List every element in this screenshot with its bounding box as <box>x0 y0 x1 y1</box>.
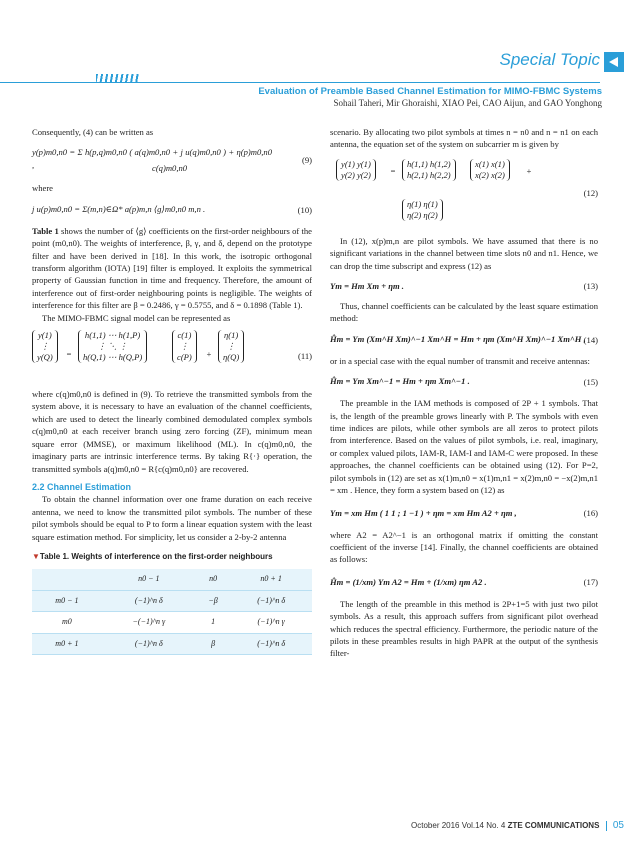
equals-sign: = <box>66 349 72 360</box>
section-heading: 2.2 Channel Estimation <box>32 481 132 492</box>
equation-text: Ĥm = Ym Xm^−1 = Hm + ηm Xm^−1 . <box>330 376 470 387</box>
caption-text: Table 1. Weights of interference on the first-order neighbours <box>39 551 273 561</box>
table-caption <box>32 551 312 563</box>
equation-9 <box>32 142 312 178</box>
topic-title: Special Topic <box>499 50 600 69</box>
left-column <box>32 126 312 655</box>
table-cell: (−1)^n δ <box>230 633 312 654</box>
plus-sign: + <box>526 165 532 176</box>
table-cell: β <box>196 633 230 654</box>
table-row <box>32 590 312 611</box>
table-cell: (−1)^n δ <box>102 590 196 611</box>
equation-number: (13) <box>583 280 598 291</box>
footer-divider <box>606 821 607 831</box>
table-row <box>32 612 312 633</box>
paragraph: scenario. By allocating two pilot symbols at times n = n0 and n = n1 on each antenna, the equation set of the system on subcarrier m is given by <box>330 127 598 150</box>
equals-sign: = <box>390 165 396 176</box>
table-cell: −(−1)^n γ <box>102 612 196 633</box>
matrix-eta: η(1) ⋮ η(Q) <box>218 330 244 363</box>
paragraph: where <box>32 183 53 194</box>
paragraph: Consequently, (4) can be written as <box>32 127 154 137</box>
table-cell: m0 + 1 <box>32 633 102 654</box>
matrix-c: c(1) ⋮ c(P) <box>172 330 197 363</box>
equation-10 <box>32 199 312 221</box>
footer-journal: ZTE COMMUNICATIONS <box>507 821 600 830</box>
paragraph-text: shows the number of ⟨g⟩ coefficients on the first-order neighbours of the point (m0,n0). The weights of interference, β, γ, and δ, depend on the prototype filter and have been derived in [18]. In this work, the isotropic orthogonal transform algorithm (IOTA) [19] filter is employed. It exploits the symmetrical property of Gaussian function in time and frequency. Therefore, the amount of interference out of first-order neighbouring points is negligible. The weights of interference for this filter are β = 0.2486, γ = 0.5755, and δ = 0.1898 (Table 1). <box>32 225 312 311</box>
equation-underbrace: c(q)m0,n0 <box>152 163 188 174</box>
right-column <box>330 126 598 660</box>
table-cell: (−1)^n γ <box>230 612 312 633</box>
table-cell: m0 − 1 <box>32 590 102 611</box>
page-footer <box>411 820 624 831</box>
table-cell: 1 <box>196 612 230 633</box>
equation-11 <box>32 328 312 384</box>
equation-13 <box>330 276 598 296</box>
plus-sign: + <box>206 349 212 360</box>
equation-text: Ym = xm Hm ( 1 1 ; 1 −1 ) + ηm = xm Hm A2 + ηm , <box>330 507 517 518</box>
table-reference: Table 1 <box>32 225 59 236</box>
topic-arrow-icon <box>604 52 624 72</box>
equation-14 <box>330 329 598 351</box>
paragraph: The preamble in the IAM methods is composed of 2P + 1 symbols. That is, the length of the preamble grows linearly with P. The symbols with even time indices are pilots, while other symbols are all zeros to protect pilots from interference. Based on the values of pilot symbols, i.e. real, imaginary, or complex valued pilots, IAM-R, IAM-I and IAM-C were proposed. In these approaches, the channel coefficients can be obtained using (12). For P=2, pilot symbols in (12) are set as x(1)m,n0 = x(1)m,n1 = x(2)m,n0 = −x(2)m,n1 = xm . Hence, they form a system based on (12) as <box>330 398 598 496</box>
paragraph: To obtain the channel information over one frame duration on each receive antenna, we need to know the transmitted pilot symbols. The number of these pilot symbols should be equal to P to form a linear equation system with the least square estimation method. For simplicity, let us consider a 2-by-2 antenna <box>32 494 312 542</box>
paragraph <box>32 225 312 312</box>
paragraph: or in a special case with the equal number of transmit and receive antennas: <box>330 355 590 366</box>
equation-text: Ĥm = (1/xm) Ym A2 = Hm + (1/xm) ηm A2 . <box>330 576 487 587</box>
table-cell: (−1)^n δ <box>102 633 196 654</box>
equation-12 <box>330 155 598 231</box>
table-row <box>32 633 312 654</box>
paragraph: Thus, channel coefficients can be calculated by the least square estimation method: <box>330 301 598 324</box>
table-cell: m0 <box>32 612 102 633</box>
table-cell: −β <box>196 590 230 611</box>
matrix-h: h(1,1) h(1,2) h(2,1) h(2,2) <box>402 159 456 181</box>
equation-number: (15) <box>583 377 598 388</box>
table-cell: n0 + 1 <box>230 569 312 590</box>
matrix-y: y(1) y(1) y(2) y(2) <box>336 159 376 181</box>
equation-number: (16) <box>583 507 598 518</box>
table-cell <box>32 569 102 590</box>
table-cell: (−1)^n δ <box>230 590 312 611</box>
matrix-eta: η(1) η(1) η(2) η(2) <box>402 199 443 221</box>
equation-text: y(p)m0,n0 = Σ h(p,q)m0,n0 ( a(q)m0,n0 + j u(q)m0,n0 ) + η(p)m0,n0 , <box>32 147 272 170</box>
triangle-icon: ▼ <box>32 551 40 561</box>
footer-issue: October 2016 Vol.14 No. 4 <box>411 821 506 830</box>
equation-number: (17) <box>583 576 598 587</box>
header-hatch-decoration <box>96 74 140 82</box>
equation-16 <box>330 501 598 525</box>
interference-table <box>32 569 312 655</box>
equation-number: (11) <box>298 350 312 361</box>
matrix-h: h(1,1) ⋯ h(1,P) ⋮ ⋱ ⋮ h(Q,1) ⋯ h(Q,P) <box>78 330 147 363</box>
paragraph: The length of the preamble in this method is 2P+1=5 with just two pilot symbols. As a result, this approach suffers from significant pilot overhead which reduces the spectral efficiency. Furthermore, the periodic nature of the pilots in these preambles results in high PAPR at the output of the synthesis filter- <box>330 598 598 659</box>
equation-number: (12) <box>583 187 598 198</box>
page-number: 05 <box>612 820 624 831</box>
paragraph: In (12), x(p)m,n are pilot symbols. We have assumed that there is no significant variations in the channel between time slots n0 and n1. Hence, we can drop the time subscript and express (12) as <box>330 235 598 271</box>
paragraph: The MIMO-FBMC signal model can be represented as <box>42 312 231 323</box>
equation-text: j u(p)m0,n0 = Σ(m,n)∈Ω* a(p)m,n ⟨g⟩m0,n0 m,n . <box>32 203 206 214</box>
paragraph: where c(q)m0,n0 is defined in (9). To retrieve the transmitted symbols from the system above, it is necessary to have an evaluation of the channel coefficients, which are used to detect the linearly combined demodulated complex symbols c(q)m0,n0 at each receiver branch using zero forcing (ZF), minimum mean square error (MMSE), or maximum likelihood (ML). In c(q)m0,n0, the imaginary parts are intrinsic interference terms. By taking R{·} operation, the transmitted symbols a(q)m0,n0 = R{c(q)m0,n0} are recovered. <box>32 389 312 474</box>
header-rule <box>0 82 600 83</box>
article-title: Evaluation of Preamble Based Channel Estimation for MIMO-FBMC Systems <box>258 86 602 97</box>
table-header-row <box>32 569 312 590</box>
equation-15 <box>330 371 598 393</box>
paragraph: where A2 = A2^−1 is an orthogonal matrix if omitting the constant coefficient of the inverse [14]. Finally, the channel coefficients are obtained as follows: <box>330 529 598 565</box>
equation-17 <box>330 570 598 594</box>
authors: Sohail Taheri, Mir Ghoraishi, XIAO Pei, CAO Aijun, and GAO Yonghong <box>333 98 602 108</box>
table-cell: n0 − 1 <box>102 569 196 590</box>
equation-text: Ym = Hm Xm + ηm . <box>330 281 404 292</box>
matrix-x: x(1) x(1) x(2) x(2) <box>470 159 510 181</box>
equation-text: Ĥm = Ym (Xm^H Xm)^−1 Xm^H = Hm + ηm (Xm^H Xm)^−1 Xm^H , <box>330 333 586 344</box>
equation-number: (14) <box>583 334 598 345</box>
equation-number: (9) <box>301 155 312 166</box>
equation-number: (10) <box>297 204 312 215</box>
table-cell: n0 <box>196 569 230 590</box>
matrix-y: y(1) ⋮ y(Q) <box>32 330 58 363</box>
